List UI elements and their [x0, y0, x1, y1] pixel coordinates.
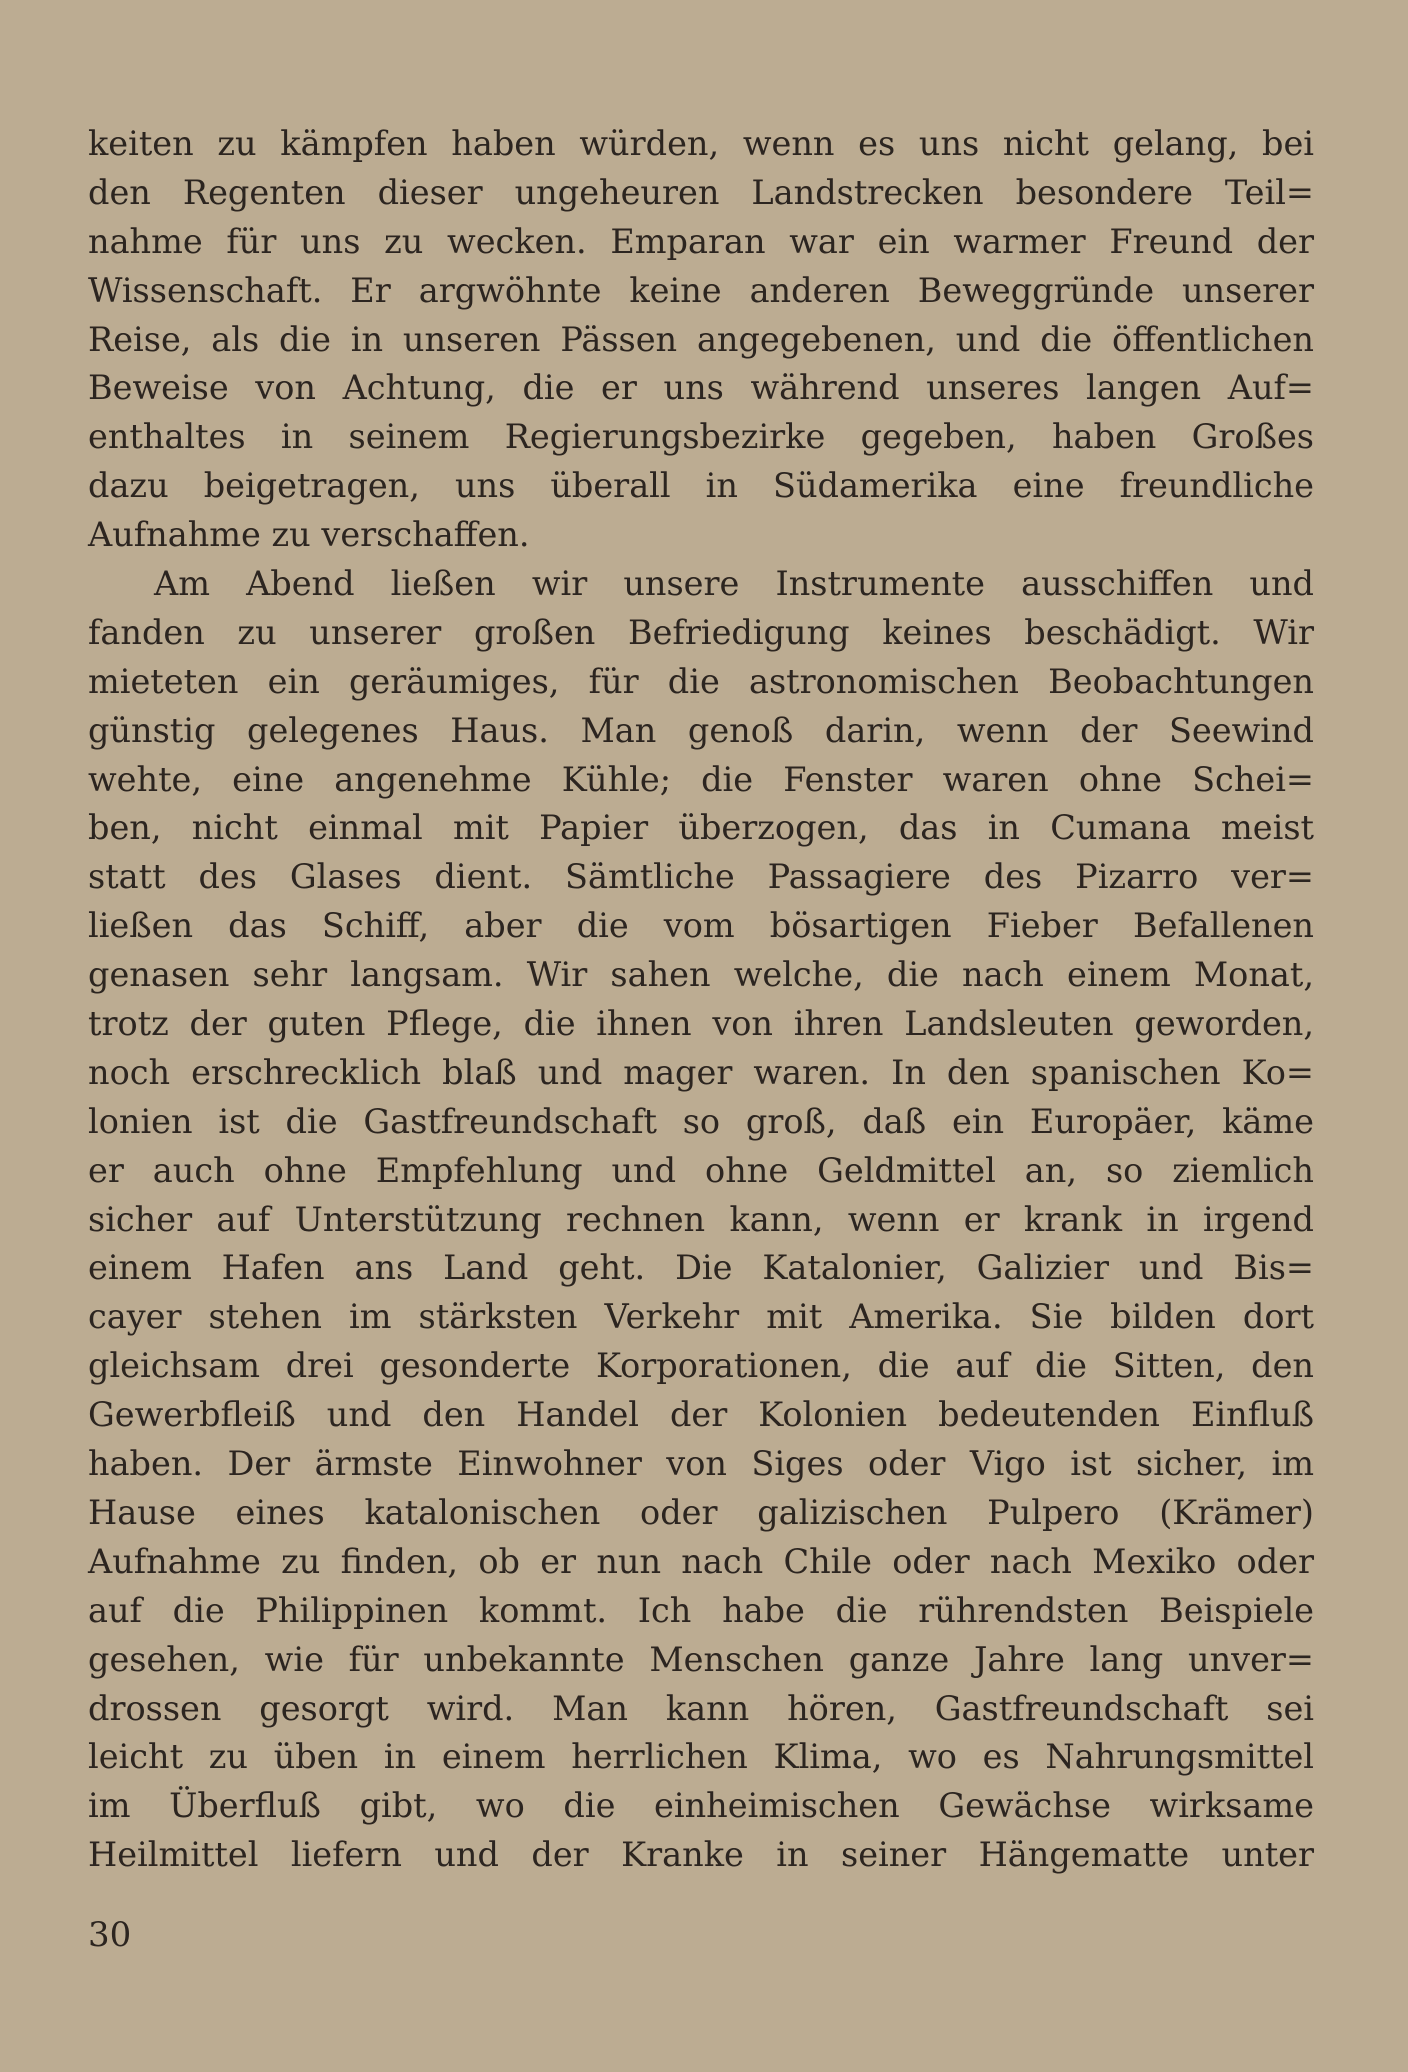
text-line: günstig gelegenes Haus. Man genoß darin, wenn der Seewind	[88, 710, 1314, 750]
text-line: drossen gesorgt wird. Man kann hören, Gastfreundschaft sei	[88, 1688, 1314, 1728]
text-line: enthaltes in seinem Regierungsbezirke gegeben, haben Großes	[88, 417, 1314, 457]
text-line: cayer stehen im stärksten Verkehr mit Amerika. Sie bilden dort	[88, 1297, 1314, 1337]
text-line: statt des Glases dient. Sämtliche Passagiere des Pizarro ver=	[88, 857, 1314, 897]
text-line: einem Hafen ans Land geht. Die Katalonier, Galizier und Bis=	[88, 1248, 1314, 1288]
text-line: keiten zu kämpfen haben würden, wenn es uns nicht gelang, bei	[88, 124, 1314, 163]
text-line: er auch ohne Empfehlung und ohne Geldmittel an, so ziemlich	[88, 1150, 1314, 1190]
text-line: lonien ist die Gastfreundschaft so groß, daß ein Europäer, käme	[88, 1101, 1314, 1141]
text-line: trotz der guten Pflege, die ihnen von ihren Landsleuten geworden,	[88, 1004, 1314, 1044]
text-line: Reise, als die in unseren Pässen angegebenen, und die öffentlichen	[88, 319, 1314, 359]
text-line: im Überfluß gibt, wo die einheimischen Gewächse wirksame	[88, 1786, 1314, 1826]
page-number: 30	[88, 1915, 132, 1955]
text-line: Aufnahme zu finden, ob er nun nach Chile oder nach Mexiko oder	[88, 1541, 1314, 1581]
text-line: nahme für uns zu wecken. Emparan war ein warmer Freund der	[88, 221, 1314, 261]
text-line: ben, nicht einmal mit Papier überzogen, das in Cumana meist	[88, 808, 1314, 848]
text-line: mieteten ein geräumiges, für die astronomischen Beobachtungen	[88, 661, 1314, 701]
text-line: ließen das Schiff, aber die vom bösartigen Fieber Befallenen	[88, 906, 1314, 946]
paragraph-start-line: Am Abend ließen wir unsere Instrumente ausschiffen und	[154, 564, 1314, 604]
text-line: fanden zu unserer großen Befriedigung keines beschädigt. Wir	[88, 612, 1314, 652]
text-line: leicht zu üben in einem herrlichen Klima, wo es Nahrungsmittel	[88, 1737, 1314, 1777]
text-line: gesehen, wie für unbekannte Menschen ganze Jahre lang unver=	[88, 1639, 1314, 1679]
text-line: Gewerbfleiß und den Handel der Kolonien bedeutenden Einfluß	[88, 1395, 1314, 1435]
text-line: dazu beigetragen, uns überall in Südamerika eine freundliche	[88, 466, 1314, 506]
text-line: Aufnahme zu verschaffen.	[88, 515, 530, 555]
text-line: wehte, eine angenehme Kühle; die Fenster waren ohne Schei=	[88, 759, 1314, 799]
text-line: Beweise von Achtung, die er uns während unseres langen Auf=	[88, 368, 1314, 408]
text-line: sicher auf Unterstützung rechnen kann, wenn er krank in irgend	[88, 1199, 1314, 1239]
text-line: gleichsam drei gesonderte Korporationen, die auf die Sitten, den	[88, 1346, 1314, 1386]
body-text	[88, 120, 1314, 1880]
text-line: auf die Philippinen kommt. Ich habe die rührendsten Beispiele	[88, 1590, 1314, 1630]
text-line: Wissenschaft. Er argwöhnte keine anderen Beweggründe unserer	[88, 270, 1314, 310]
text-line: Hause eines katalonischen oder galizischen Pulpero (Krämer)	[88, 1492, 1314, 1532]
text-line: den Regenten dieser ungeheuren Landstrecken besondere Teil=	[88, 172, 1314, 212]
text-line: genasen sehr langsam. Wir sahen welche, die nach einem Monat,	[88, 955, 1314, 995]
text-line: noch erschrecklich blaß und mager waren. In den spanischen Ko=	[88, 1052, 1314, 1092]
text-line: Heilmittel liefern und der Kranke in seiner Hängematte unter	[88, 1835, 1314, 1875]
text-line: haben. Der ärmste Einwohner von Siges oder Vigo ist sicher, im	[88, 1444, 1314, 1484]
